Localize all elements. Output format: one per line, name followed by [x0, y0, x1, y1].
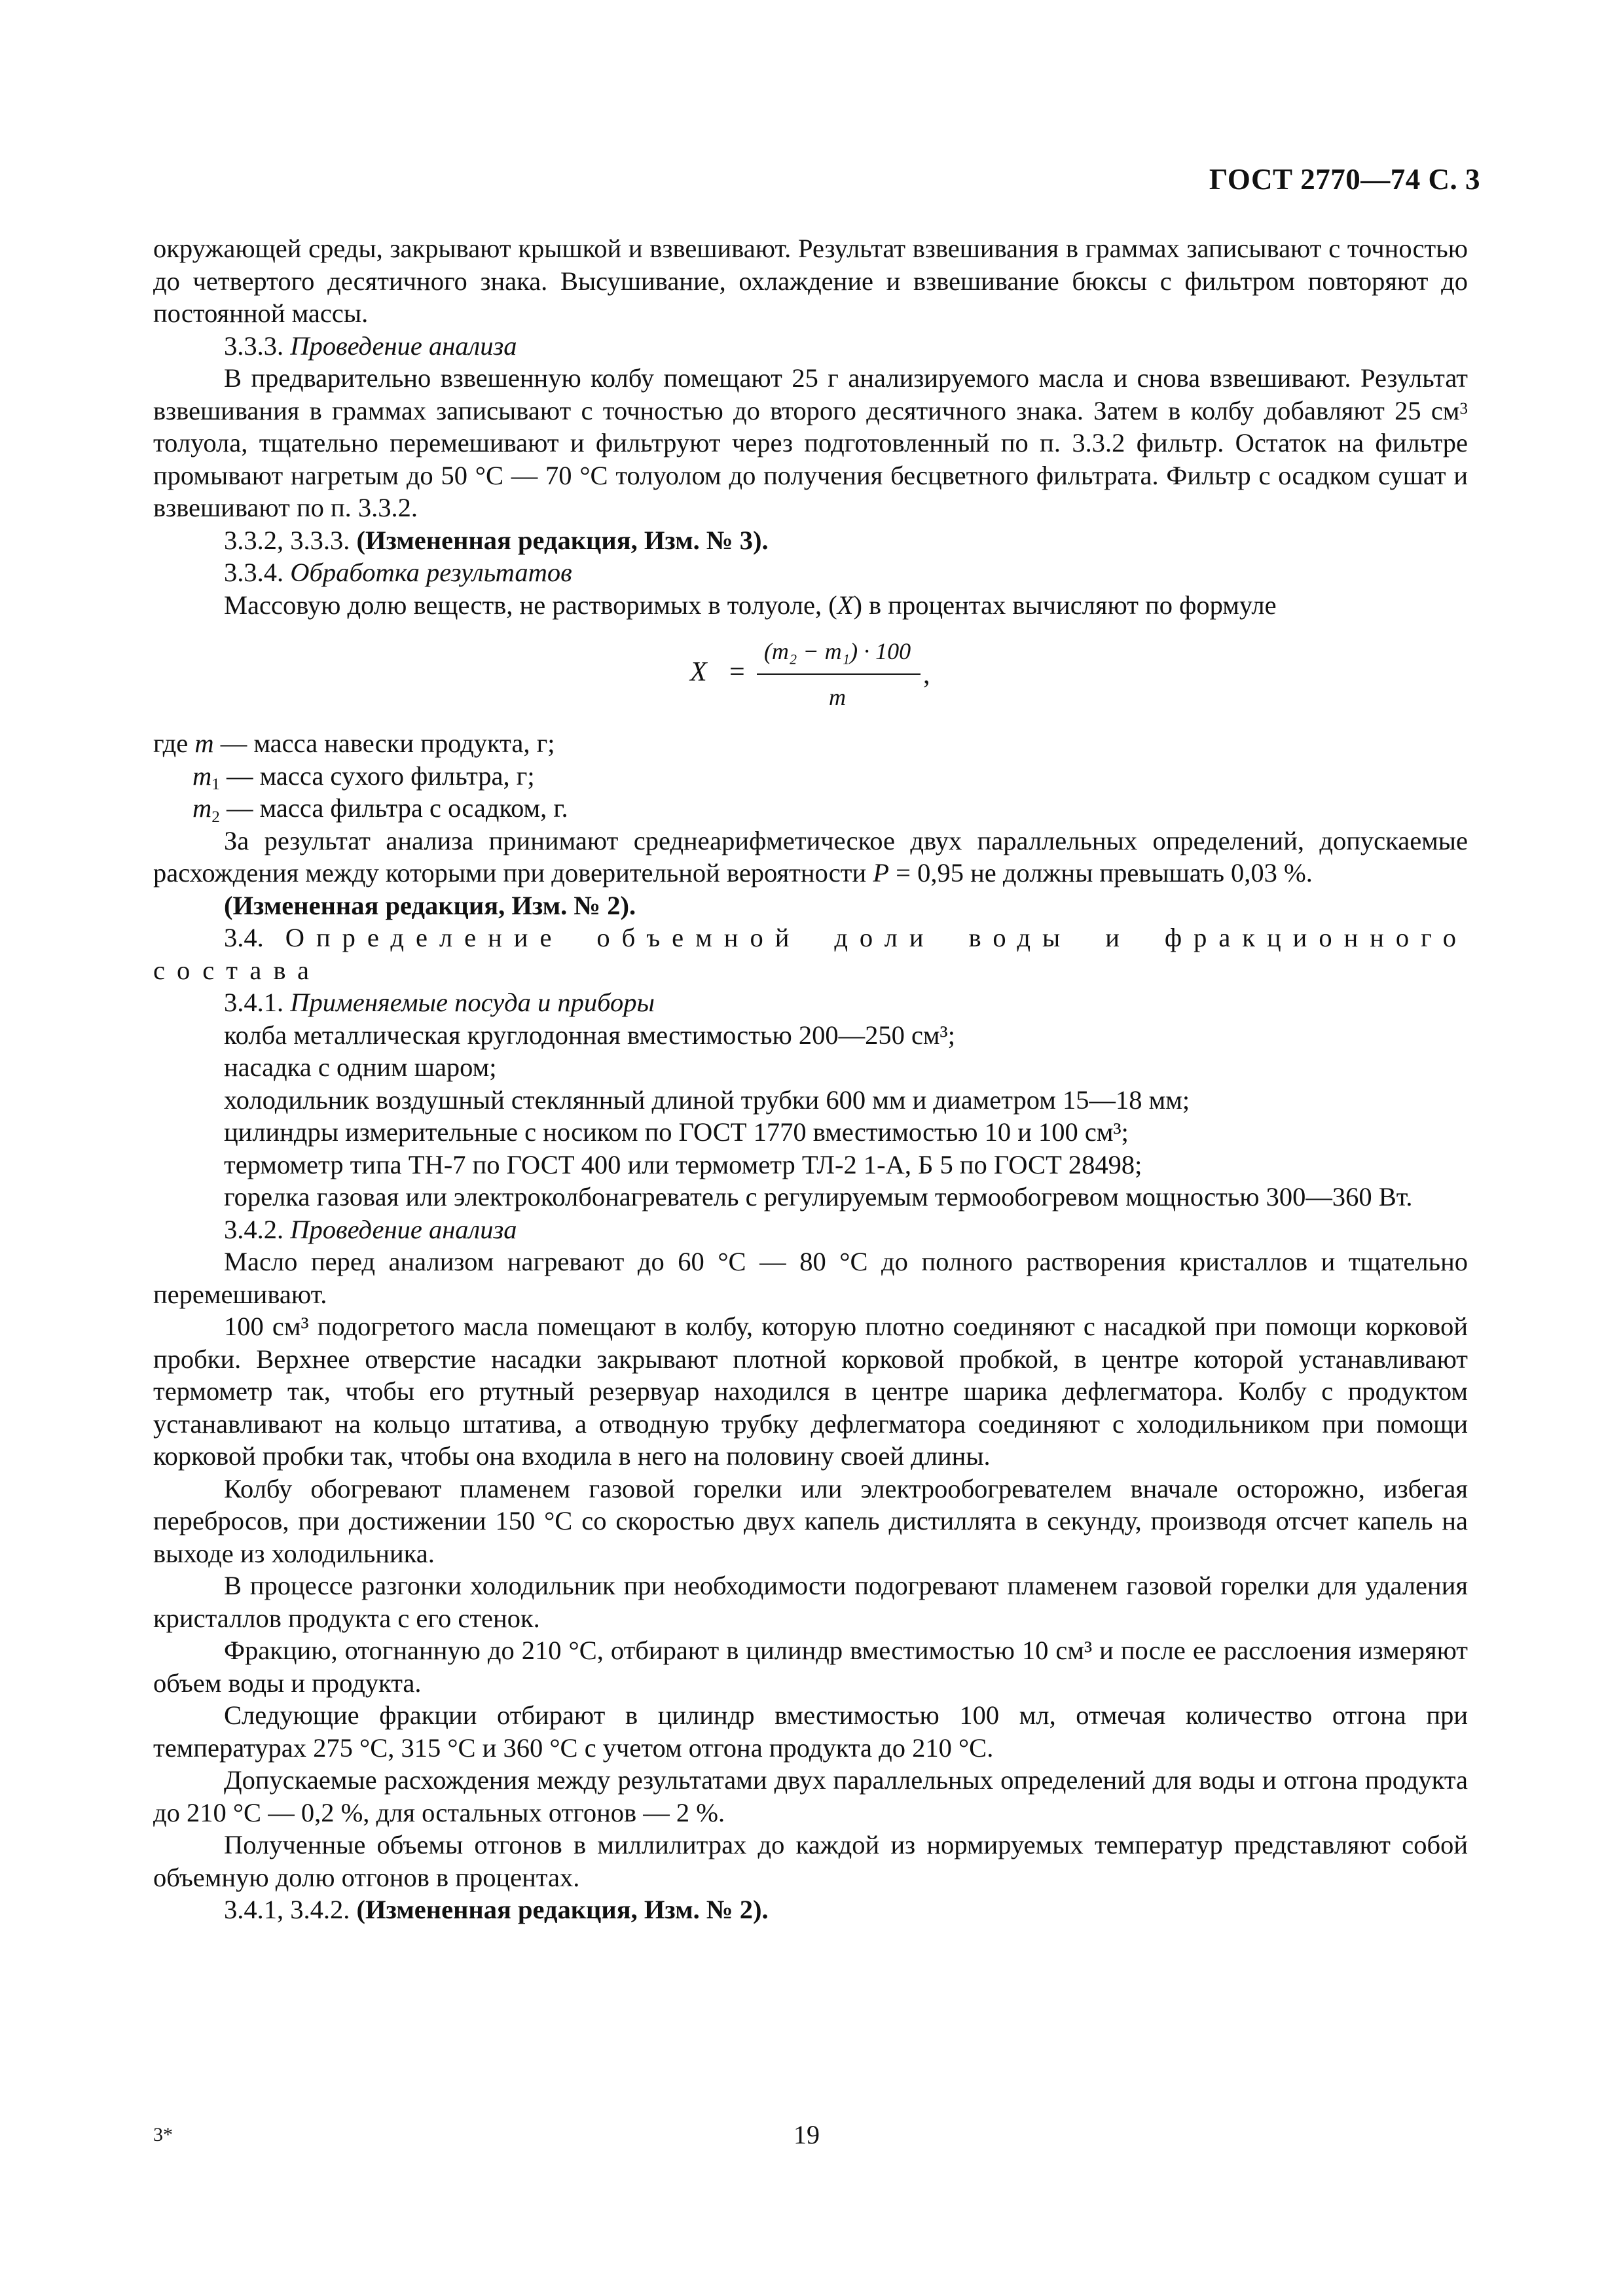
revision-text: (Измененная редакция, Изм. № 3). [356, 525, 769, 555]
section-heading-3-3-4 [153, 556, 1468, 589]
section-heading-3-4 [153, 922, 1468, 986]
list-item: насадка с одним шаром; [224, 1052, 497, 1082]
list-item: цилиндры измерительные с носиком по ГОСТ 1770 вместимостью 10 и 100 см³; [224, 1117, 1129, 1147]
paragraph: Масло перед анализом нагревают до 60 °С — 80 °С до полного растворения кристаллов и тщательно перемешивают. [153, 1247, 1468, 1309]
text-run: За результат анализа принимают среднеарифметическое двух параллельных определений, допускаемые расхождения между которыми при доверительной вероятности [153, 825, 1468, 888]
section-number: 3.3.3. [224, 331, 284, 361]
section-title: Проведение анализа [290, 331, 517, 361]
text-run: В предварительно взвешенную колбу помещают 25 г анализируемого масла и снова взвешивают. Результат взвешивания в граммах записывают с точностью до второго десятичного знака. Затем в колбу добавляют 25 см [153, 363, 1468, 425]
variable: P [873, 858, 890, 888]
paragraph [153, 589, 1468, 622]
section-heading-3-4-2 [153, 1213, 1468, 1246]
formula-numerator: (m₂ − m₁) · 100 [763, 638, 911, 664]
footer-signature: 3* [153, 2124, 173, 2145]
section-heading-3-3-3 [153, 330, 1468, 363]
text-run: Массовую долю веществ, не растворимых в толуоле, ( [224, 590, 837, 620]
list-item: колба металлическая круглодонная вместимостью 200—250 см³; [224, 1020, 955, 1050]
paragraph [153, 825, 1468, 889]
page-header: ГОСТ 2770—74 С. 3 [1209, 163, 1480, 196]
definition-text: — масса сухого фильтра, г; [219, 761, 535, 791]
revision-sections: 3.4.1, 3.4.2. [224, 1895, 350, 1924]
definition-symbol: m [194, 728, 214, 758]
paragraph: В процессе разгонки холодильник при необходимости подогревают пламенем газовой горелки для удаления кристаллов продукта с его стенок. [153, 1571, 1468, 1633]
paragraph: 100 см³ подогретого масла помещают в колбу, которую плотно соединяют с насадкой при помощи корковой пробки. Верхнее отверстие насадки закрывают плотной корковой пробкой, в центре которой устанавливают термометр так, чтобы его ртутный резервуар находился в центре шарика дефлегматора. Колбу с продуктом устанавливают на кольцо штатива, а отводную трубку дефлегматора соединяют с холодильником при помощи корковой пробки так, чтобы она входила в него на половину своей длины. [153, 1312, 1468, 1471]
revision-note [153, 524, 1468, 557]
formula-comma: , [923, 660, 930, 690]
definition-text: — масса навески продукта, г; [213, 728, 555, 758]
superscript: 3 [1459, 399, 1468, 418]
definition-text: — масса фильтра с осадком, г. [219, 793, 568, 823]
definition-subscript: 2 [211, 808, 220, 826]
paragraph: Колбу обогревают пламенем газовой горелки или электрообогревателем вначале осторожно, избегая перебросов, при достижении 150 °С со скоростью двух капель дистиллята в секунду, производя отсчет капель на выходе из холодильника. [153, 1473, 1468, 1568]
paragraph: Следующие фракции отбирают в цилиндр вместимостью 100 мл, отмечая количество отгона при температурах 275 °С, 315 °С и 360 °С с учетом отгона продукта до 210 °С. [153, 1700, 1468, 1763]
revision-note [153, 1893, 1468, 1926]
paragraph: Допускаемые расхождения между результатами двух параллельных определений для воды и отгона продукта до 210 °С — 0,2 %, для остальных отгонов — 2 %. [153, 1765, 1468, 1827]
formula [153, 626, 1468, 725]
section-title: Применяемые посуда и приборы [290, 988, 655, 1017]
definition-row [153, 727, 1468, 760]
variable: X [837, 590, 854, 620]
list-item: горелка газовая или электроколбонагреватель с регулируемым термообогревом мощностью 300—360 Вт. [224, 1182, 1413, 1211]
document-body [153, 232, 1468, 1926]
text-run: толуола, тщательно перемешивают и фильтруют через подготовленный по п. 3.3.2 фильтр. Остаток на фильтре промывают нагретым до 50 °С — 70 °С толуолом до получения бесцветного фильтрата. Фильтр с осадком сушат и взвешивают по п. 3.3.2. [153, 428, 1468, 522]
section-number: 3.3.4. [224, 558, 284, 587]
formula-equals: = [729, 657, 745, 687]
text-run: = 0,95 не должны превышать 0,03 %. [889, 858, 1313, 888]
revision-sections: 3.3.2, 3.3.3. [224, 525, 350, 555]
definition-lead: где [153, 728, 195, 758]
paragraph: окружающей среды, закрывают крышкой и взвешивают. Результат взвешивания в граммах записывают с точностью до четвертого десятичного знака. Высушивание, охлаждение и взвешивание бюксы с фильтром повторяют до постоянной массы. [153, 234, 1468, 328]
paragraph: Полученные объемы отгонов в миллилитрах до каждой из нормируемых температур представляют собой объемную долю отгонов в процентах. [153, 1830, 1468, 1892]
section-title: Определение объемной доли воды и фракционного состава [153, 923, 1468, 985]
definition-row [153, 792, 1468, 825]
section-heading-3-4-1 [153, 986, 1468, 1019]
fraction-bar [757, 673, 921, 675]
definition-symbol: m [192, 793, 212, 823]
paragraph [153, 362, 1468, 524]
section-number: 3.4.1. [224, 988, 284, 1017]
page-number: 19 [793, 2120, 820, 2149]
list-item: холодильник воздушный стеклянный длиной трубки 600 мм и диаметром 15—18 мм; [224, 1085, 1190, 1115]
section-number: 3.4.2. [224, 1214, 284, 1244]
paragraph: Фракцию, отогнанную до 210 °С, отбирают в цилиндр вместимостью 10 см³ и после ее расслоения измеряют объем воды и продукта. [153, 1636, 1468, 1698]
variable-definitions [153, 727, 1468, 825]
definition-row [153, 760, 1468, 793]
section-number: 3.4. [224, 923, 264, 952]
formula-denominator: m [829, 684, 846, 710]
list-item: термометр типа ТН-7 по ГОСТ 400 или термометр ТЛ-2 1-А, Б 5 по ГОСТ 28498; [224, 1149, 1142, 1179]
definition-subscript: 1 [211, 776, 220, 794]
definition-symbol: m [192, 761, 212, 791]
section-title: Проведение анализа [290, 1214, 517, 1244]
text-run: ) в процентах вычисляют по формуле [853, 590, 1277, 620]
section-title: Обработка результатов [290, 558, 572, 587]
revision-note: (Измененная редакция, Изм. № 2). [224, 890, 636, 920]
revision-text: (Измененная редакция, Изм. № 2). [356, 1895, 769, 1924]
formula-lhs: X [690, 657, 707, 687]
